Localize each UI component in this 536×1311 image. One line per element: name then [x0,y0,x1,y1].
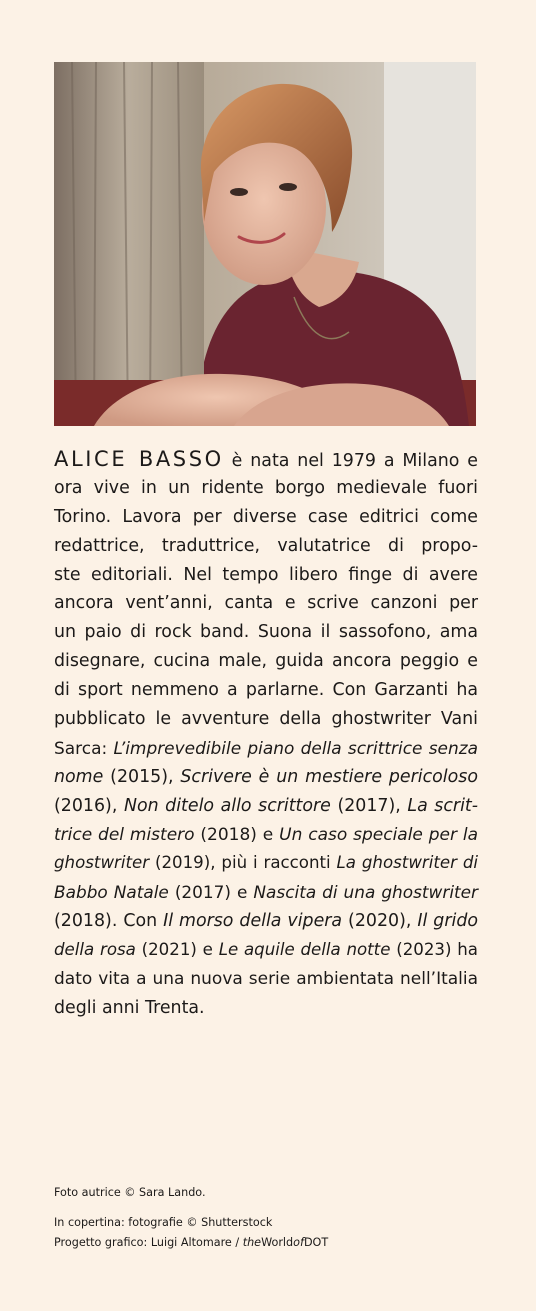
bio-line-4 [54,532,478,561]
book-title: Il grido [417,911,478,932]
bio-line-17 [54,907,478,936]
book-title: Nascita di una ghostwriter [253,882,479,903]
design-brand-the: the [242,1236,262,1249]
photo-credit: Foto autrice © Sara Lando. [54,1186,206,1199]
bio-line-8 [54,647,478,676]
book-title: nome [54,766,104,787]
design-credit-prefix: Progetto grafico: Luigi Altomare / [54,1236,243,1249]
bio-text: (2017) e [168,882,254,903]
bio-line-19 [54,965,478,994]
book-title: Non ditelo allo scrittore [123,795,331,816]
design-credit [54,1236,484,1249]
bio-text: (2018) e [194,824,280,845]
bio-line-11 [54,734,478,763]
book-title: Babbo Natale [54,882,169,903]
bio-line-16 [54,878,478,907]
design-brand-of: of [293,1236,304,1249]
bio-text: (2016), [54,795,124,816]
bio-text: (2021) e [135,940,219,960]
author-biography [54,445,478,1023]
bio-text: (2023) ha [390,940,478,960]
author-photo [54,62,476,426]
bio-text: disegnare, cucina male, guida ancora peggio e [54,651,478,672]
bio-line-5 [54,561,478,590]
bio-text: dato vita a una nuova serie ambientata nell’Italia [54,969,478,990]
bio-line-18 [54,936,478,965]
bio-text: ste editoriali. Nel tempo libero finge di avere [54,564,478,585]
bio-line-3 [54,503,478,532]
author-name: ALICE BASSO [54,447,224,471]
author-portrait-icon [54,62,476,426]
bio-text: (2019), più i racconti [149,853,337,873]
bio-line-1-text: è nata nel 1979 a Milano e [223,451,478,471]
bio-text: Sarca: [54,737,114,758]
book-title: Il morso della vipera [163,911,343,932]
book-title: L’imprevedibile piano della scrittrice senza [113,737,479,758]
bio-line-9 [54,676,478,705]
cover-credit: In copertina: fotografie © Shutterstock [54,1216,273,1229]
book-title: Un caso speciale per la [279,824,478,845]
bio-line-20 [54,994,478,1023]
bio-text: degli anni Trenta. [54,997,205,1018]
book-title: La scrit- [407,795,478,816]
bio-line-15 [54,849,478,878]
bio-text: un paio di rock band. Suona il sassofono, ama [54,622,478,643]
design-brand-world: World [261,1236,294,1249]
bio-line-12 [54,763,478,792]
bio-line-14 [54,821,478,850]
bio-line-10 [54,705,478,734]
bio-line-7 [54,618,478,647]
bio-text: ancora vent’anni, canta e scrive canzoni per [54,593,478,614]
design-brand-dot: DOT [303,1236,329,1249]
book-title: ghostwriter [54,853,150,873]
bio-text: (2017), [330,795,408,816]
bio-text: di sport nemmeno a parlarne. Con Garzanti ha [54,680,478,701]
book-title: Scrivere è un mestiere pericoloso [180,766,478,787]
bio-line-1 [54,445,478,474]
bio-text: (2018). Con [54,911,164,932]
bio-line-6 [54,589,478,618]
bio-text: (2015), [103,766,181,787]
bio-text: pubblicato le avventure della ghostwriter Vani [54,709,478,730]
bio-text: (2020), [342,911,418,932]
book-title: Le aquile della notte [218,940,391,960]
book-title: trice del mistero [54,824,195,845]
bio-line-2 [54,474,478,503]
bio-text: redattrice, traduttrice, valutatrice di propo- [54,535,478,556]
bio-text: Torino. Lavora per diverse case editrici come [54,506,478,527]
book-title: della rosa [54,940,136,960]
bio-line-13 [54,792,478,821]
bio-text: ora vive in un ridente borgo medievale fuori [54,477,478,498]
book-title: La ghostwriter di [336,853,479,873]
